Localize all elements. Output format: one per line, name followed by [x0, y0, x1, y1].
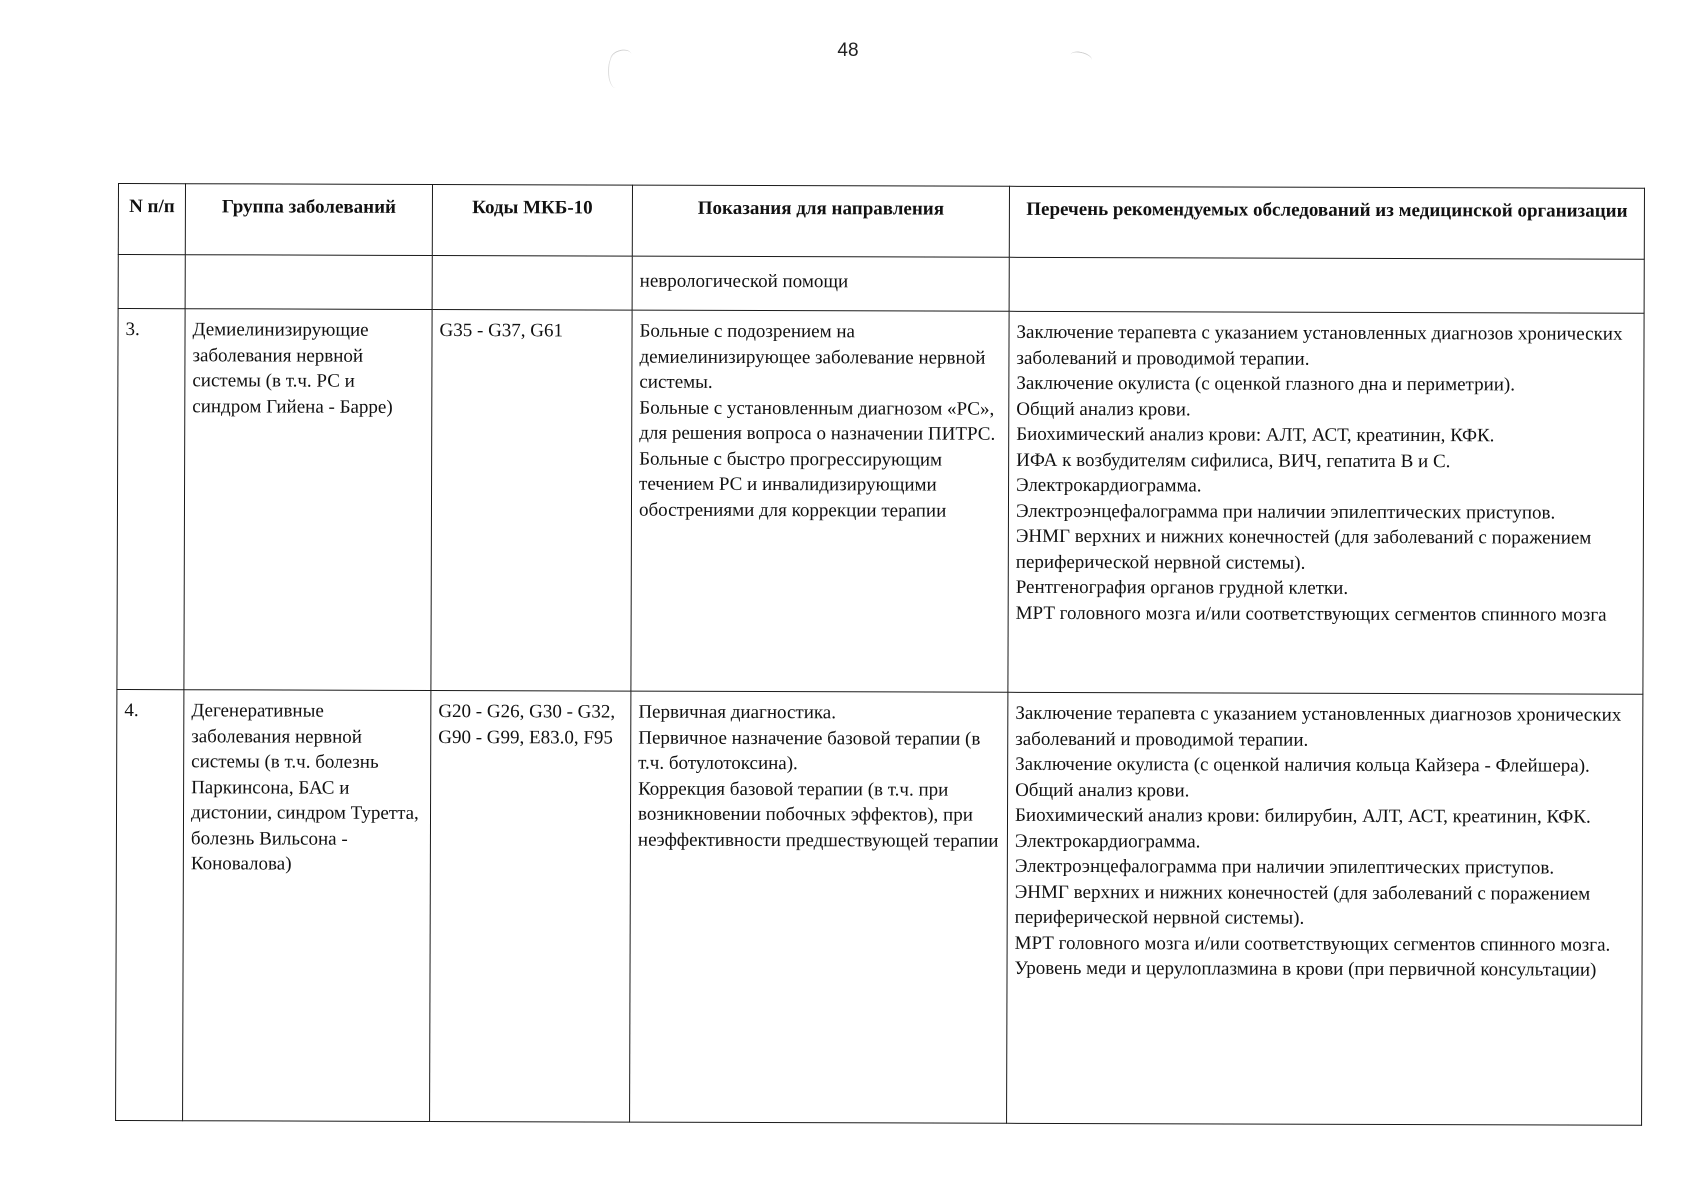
header-indications: Показания для направления [632, 185, 1009, 257]
cell-disease-group [183, 690, 431, 1122]
table-header-row [118, 184, 1644, 260]
examination-line: Общий анализ крови. [1015, 779, 1190, 801]
examination-line: Заключение окулиста (с оценкой глазного дна и периметрии). [1016, 372, 1516, 396]
header-icd-codes: Коды МКБ-10 [432, 184, 632, 256]
examination-line: ИФА к возбудителям сифилиса, ВИЧ, гепатита В и С. [1016, 449, 1451, 472]
examination-line: Биохимический анализ крови: билирубин, АЛТ, АСТ, креатинин, КФК. [1014, 804, 1591, 828]
cell-number [118, 255, 185, 309]
disease-group-text: Демиелинизирующие заболевания нервной системы (в т.ч. РС и синдром Гийена - Барре) [192, 319, 393, 418]
disease-group-text: Дегенеративные заболевания нервной системы (в т.ч. болезнь Паркинсона, БАС и дистонии, синдром Туретта, болезнь Вильсона - Коновалова) [190, 700, 419, 875]
cell-examinations [1008, 311, 1644, 694]
table-row-continuation [118, 255, 1644, 314]
cell-examinations [1009, 257, 1644, 313]
header-disease-group: Группа заболеваний [185, 184, 432, 256]
examination-line: Общий анализ крови. [1016, 398, 1191, 420]
cell-indications [630, 691, 1008, 1123]
indication-line: Коррекция базовой терапии (в т.ч. при возникновении побочных эффектов), при неэффективности предшествующей терапии [637, 778, 999, 852]
cell-indications [632, 256, 1009, 311]
cell-number: 3. [117, 309, 185, 690]
indication-line: Первичное назначение базовой терапии (в т.ч. ботулотоксина). [638, 727, 981, 775]
icd-codes-text: G20 - G26, G30 - G32, G90 - G99, E83.0, F95 [438, 701, 616, 749]
examination-line: Рентгенография органов грудной клетки. [1015, 576, 1349, 599]
referral-table-wrapper [115, 183, 1644, 1126]
header-number: N п/п [118, 184, 185, 255]
examination-line: ЭНМГ верхних и нижних конечностей (для заболеваний с поражением периферической нервной системы). [1015, 525, 1592, 574]
examination-line: Заключение окулиста (с оценкой наличия кольца Кайзера - Флейшера). [1015, 753, 1590, 777]
cell-indications [631, 310, 1009, 692]
examination-line: МРТ головного мозга и/или соответствующих сегментов спинного мозга [1015, 602, 1607, 626]
indication-line: Больные с установленным диагнозом «РС», для решения вопроса о назначении ПИТРС. [639, 397, 996, 445]
referral-table [115, 183, 1645, 1126]
cell-icd-codes [431, 309, 632, 691]
cell-icd-codes [430, 690, 631, 1122]
examination-line: Электрокардиограмма. [1014, 830, 1201, 852]
examination-line: Заключение терапевта с указанием установленных диагнозов хронических заболеваний и проводимой терапии. [1016, 321, 1623, 370]
cell-icd-codes [432, 255, 632, 310]
indication-line: неврологической помощи [639, 270, 849, 293]
table-row [116, 689, 1643, 1125]
page-number: 48 [837, 40, 859, 61]
icd-codes-text: G35 - G37, G61 [439, 320, 564, 342]
cell-disease-group [185, 255, 432, 310]
table-row [117, 309, 1644, 695]
indication-line: Больные с подозрением на демиелинизирующее заболевание нервной системы. [639, 320, 986, 393]
table-body [116, 255, 1645, 1126]
examination-line: Электрокардиограмма. [1016, 474, 1202, 497]
examination-line: ЭНМГ верхних и нижних конечностей (для заболеваний с поражением периферической нервной системы). [1014, 881, 1591, 929]
cell-number: 4. [116, 689, 184, 1120]
cell-examinations [1007, 692, 1643, 1125]
scan-artifact [608, 54, 623, 88]
examination-line: Электроэнцефалограмма при наличии эпилептических приступов. [1015, 500, 1556, 524]
examination-line: МРТ головного мозга и/или соответствующих сегментов спинного мозга. [1014, 932, 1611, 956]
header-examinations: Перечень рекомендуемых обследований из медицинской организации [1009, 186, 1644, 259]
indication-line: Первичная диагностика. [638, 701, 837, 724]
examination-line: Уровень меди и церулоплазмина в крови (при первичной консультации) [1014, 957, 1597, 981]
examination-line: Электроэнцефалограмма при наличии эпилептических приступов. [1014, 855, 1555, 879]
indication-line: Больные с быстро прогрессирующим течением РС и инвалидизирующими обострениями для коррекции терапии [638, 448, 947, 522]
examination-line: Биохимический анализ крови: АЛТ, АСТ, креатинин, КФК. [1016, 423, 1495, 447]
examination-line: Заключение терапевта с указанием установленных диагнозов хронических заболеваний и проводимой терапии. [1015, 702, 1622, 751]
cell-disease-group [184, 309, 432, 691]
